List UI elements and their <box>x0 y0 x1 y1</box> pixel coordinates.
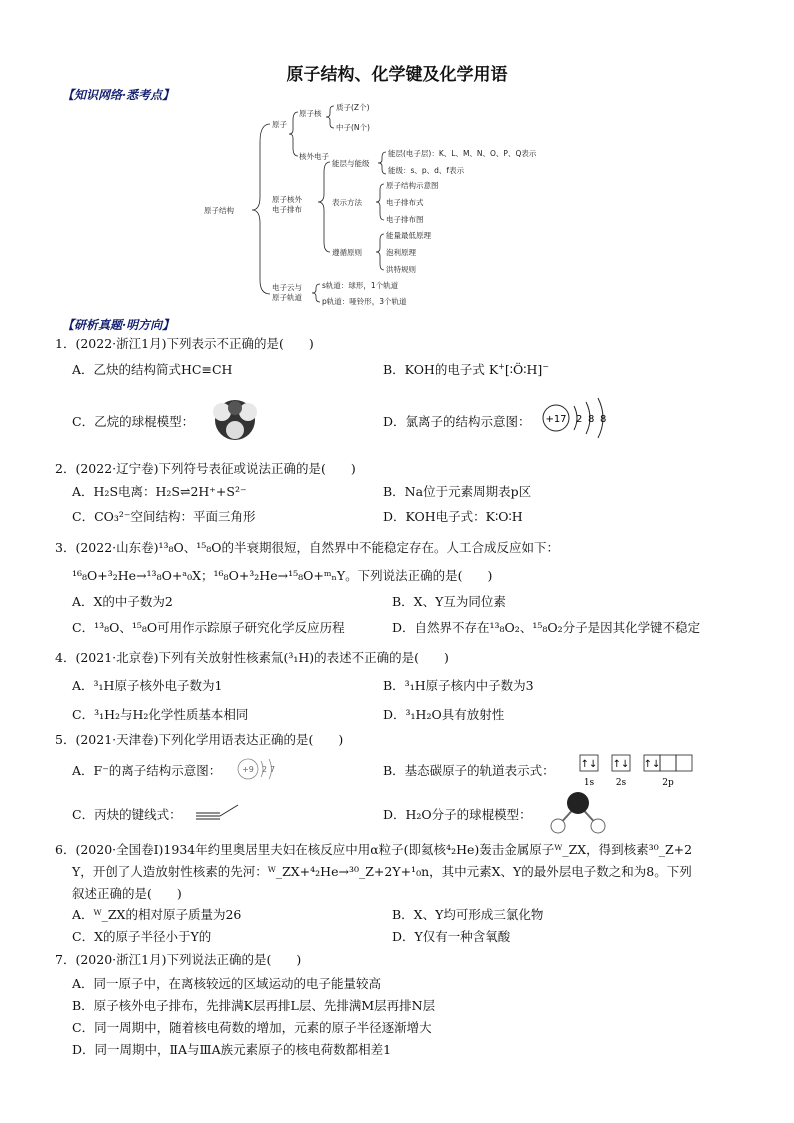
diagram-orbital-1: 电子云与 <box>272 283 302 292</box>
section-real-questions: 【研析真题·明方向】 <box>62 318 175 332</box>
chloride-shell-2: 8 <box>588 414 595 425</box>
section-knowledge-network: 【知识网络·悉考点】 <box>62 88 175 102</box>
q3-equation: ¹⁶₈O+³₂He→¹³₈O+ᵃ₀X；¹⁶₈O+³₂He→¹⁵₈O+ᵐₙY。下列说法正确的是( ) <box>72 568 493 583</box>
diagram-method-1: 原子结构示意图 <box>386 181 439 190</box>
diagram-nucleus: 原子核 <box>299 109 322 118</box>
q6-line-3: 叙述正确的是( ) <box>72 886 182 901</box>
q6-line-1: 6．(2020·全国卷Ⅰ)1934年约里奥居里夫妇在核反应中用α粒子(即氦核⁴₂He)轰击金属原子ᵂ_ZX，得到核素³⁰_Z+2 <box>55 842 693 857</box>
q4-option-c: C．³₁H₂与H₂化学性质基本相同 <box>72 707 249 722</box>
fluoride-shell-2: 7 <box>270 765 276 774</box>
q3-option-b: B．X、Y互为同位素 <box>392 594 506 609</box>
q1-option-d: D．氯离子的结构示意图： <box>383 414 531 429</box>
q6-option-b: B．X、Y均可形成三氯化物 <box>392 907 544 922</box>
q1-option-c: C．乙烷的球棍模型： <box>72 414 195 429</box>
orbital-2s-label: 2s <box>615 778 627 788</box>
q6-option-a: A．ᵂ_ZX的相对原子质量为26 <box>72 907 242 922</box>
q4-option-d: D．³₁H₂O具有放射性 <box>383 707 505 722</box>
q2-option-a: A．H₂S电离：H₂S⇌2H⁺+S²⁻ <box>72 484 247 499</box>
q5-option-c: C．丙炔的键线式： <box>72 807 182 822</box>
diagram-p-orbital: p轨道：哑铃形，3个轨道 <box>322 297 407 306</box>
diagram-method-3: 电子排布图 <box>386 215 424 224</box>
chloride-shell-3: 8 <box>600 414 607 425</box>
q5-option-a: A．F⁻的离子结构示意图： <box>72 763 222 778</box>
q3-option-a: A．X的中子数为2 <box>72 594 173 609</box>
svg-text:↑↓: ↑↓ <box>643 759 661 770</box>
diagram-method-2: 电子排布式 <box>386 198 424 207</box>
diagram-rule-2: 泡利原理 <box>386 248 416 257</box>
diagram-neutrons: 中子(N个) <box>336 123 370 132</box>
q2-option-d: D．KOH电子式：K∶O∶H <box>383 509 523 524</box>
fluoride-ion-diagram <box>236 754 280 784</box>
diagram-root: 原子结构 <box>204 206 234 215</box>
q4-option-a: A．³₁H原子核外电子数为1 <box>72 678 223 693</box>
q3-stem: 3．(2022·山东卷)¹³₈O、¹⁵₈O的半衰期很短，自然界中不能稳定存在。人工合成反应如下： <box>55 540 560 555</box>
diagram-rule-3: 洪特规则 <box>386 265 416 274</box>
chloride-nucleus-label: +17 <box>545 414 567 425</box>
q7-option-b: B．原子核外电子排布，先排满K层再排L层、先排满M层再排N层 <box>72 998 436 1013</box>
q7-option-d: D．同一周期中，ⅡA与ⅢA族元素原子的核电荷数都相差1 <box>72 1042 392 1057</box>
q6-line-2: Y，开创了人造放射性核素的先河：ᵂ_ZX+⁴₂He→³⁰_Z+2Y+¹₀n，其中元素X、Y的最外层电子数之和为8。下列 <box>72 864 692 879</box>
q6-option-c: C．X的原子半径小于Y的 <box>72 929 212 944</box>
q5-stem: 5．(2021·天津卷)下列化学用语表达正确的是( ) <box>55 732 344 747</box>
q2-option-b: B．Na位于元素周期表p区 <box>383 484 532 499</box>
orbital-1s-label: 1s <box>583 778 595 788</box>
fluoride-nucleus-label: +9 <box>242 765 254 774</box>
q1-stem: 1．(2022·浙江1月)下列表示不正确的是( ) <box>55 336 314 351</box>
q7-option-c: C．同一周期中，随着核电荷数的增加，元素的原子半径逐渐增大 <box>72 1020 432 1035</box>
diagram-levels: 能层与能级 <box>332 159 370 168</box>
diagram-atom: 原子 <box>272 120 287 129</box>
ethane-ball-model <box>204 398 266 442</box>
diagram-arrangement-2: 电子排布 <box>272 205 302 214</box>
carbon-orbital-diagram <box>578 753 696 789</box>
chloride-shell-1: 2 <box>576 414 583 425</box>
diagram-methods: 表示方法 <box>332 198 362 207</box>
svg-text:↑↓: ↑↓ <box>580 759 598 770</box>
q5-option-d: D．H₂O分子的球棍模型： <box>383 807 532 822</box>
q2-option-c: C．CO₃²⁻空间结构：平面三角形 <box>72 509 256 524</box>
q4-stem: 4．(2021·北京卷)下列有关放射性核素氚(³₁H)的表述不正确的是( ) <box>55 650 449 665</box>
diagram-orbital-2: 原子轨道 <box>272 293 302 302</box>
q1-option-b: B．KOH的电子式 K+[∶Ö∶H]− <box>383 361 549 377</box>
q3-option-c: C．¹³₈O、¹⁵₈O可用作示踪原子研究化学反应历程 <box>72 620 345 635</box>
q1-option-a: A．乙炔的结构简式HC≡CH <box>72 362 233 377</box>
diagram-rule-1: 能量最低原理 <box>386 231 431 240</box>
propyne-skeletal-formula <box>194 802 242 820</box>
q2-stem: 2．(2022·辽宁卷)下列符号表征或说法正确的是( ) <box>55 461 356 476</box>
diagram-protons: 质子(Z个) <box>336 103 370 112</box>
q5-option-b: B．基态碳原子的轨道表示式： <box>383 763 555 778</box>
knowledge-diagram <box>200 102 560 314</box>
diagram-s-orbital: s轨道：球形，1个轨道 <box>322 281 399 290</box>
page-title: 原子结构、化学键及化学用语 <box>286 65 508 85</box>
water-ball-model <box>548 790 610 836</box>
diagram-rules: 遵循原则 <box>332 248 362 257</box>
chloride-ion-diagram <box>540 396 614 440</box>
fluoride-shell-1: 2 <box>262 765 268 774</box>
diagram-electrons: 核外电子 <box>299 152 329 161</box>
q3-option-d: D．自然界不存在¹³₈O₂、¹⁵₈O₂分子是因其化学键不稳定 <box>392 620 701 635</box>
diagram-level-sublevels: 能级：s、p、d、f表示 <box>388 166 465 175</box>
svg-text:↑↓: ↑↓ <box>612 759 630 770</box>
orbital-2p-label: 2p <box>662 778 674 788</box>
diagram-level-shells: 能层(电子层)：K、L、M、N、O、P、Q表示 <box>388 149 537 158</box>
diagram-arrangement-1: 原子核外 <box>272 195 302 204</box>
q7-option-a: A．同一原子中，在离核较远的区域运动的电子能量较高 <box>72 976 382 991</box>
q6-option-d: D．Y仅有一种含氧酸 <box>392 929 511 944</box>
q7-stem: 7．(2020·浙江1月)下列说法正确的是( ) <box>55 952 302 967</box>
q4-option-b: B．³₁H原子核内中子数为3 <box>383 678 534 693</box>
